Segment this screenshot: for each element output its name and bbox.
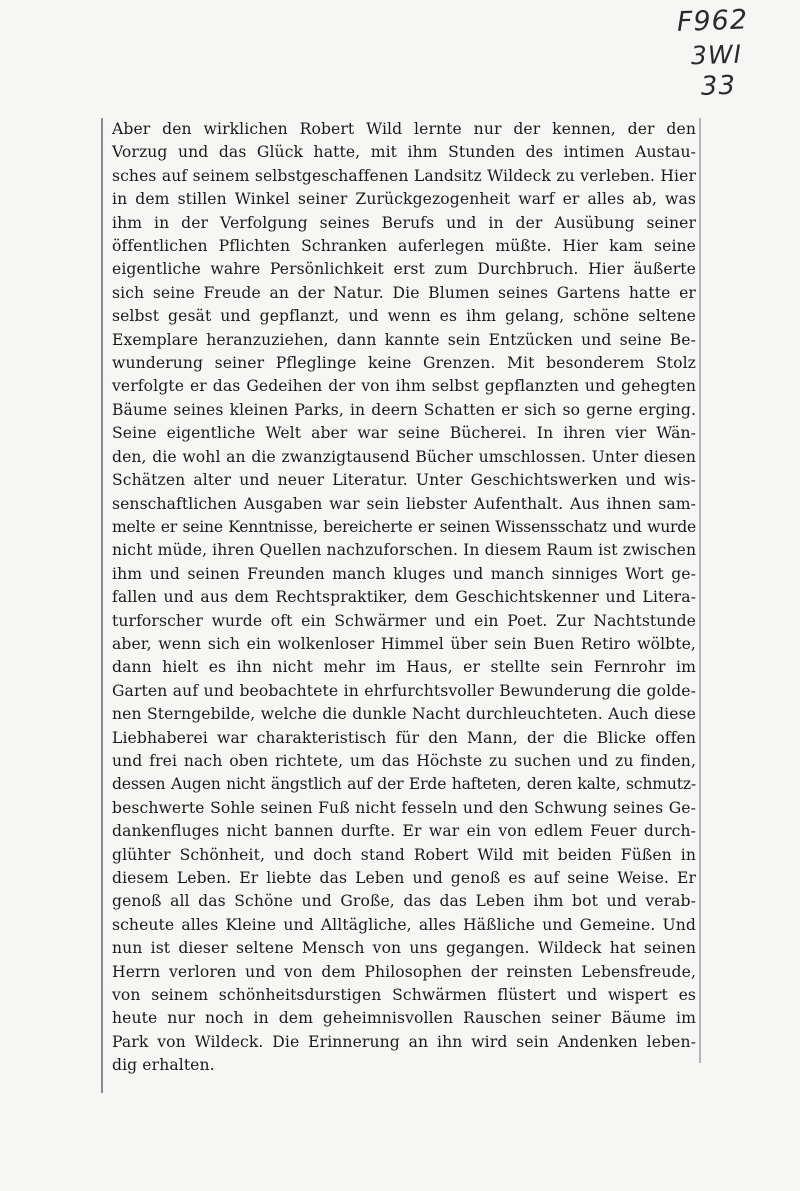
left-margin-rule [101,118,103,1093]
text-line: Schätzen alter und neuer Literatur. Unter Geschichtswerken und wis- [112,471,696,490]
text-line: nicht müde, ihren Quellen nachzuforschen. In diesem Raum ist zwischen [112,541,697,560]
archive-annotation-1: F962 [676,4,749,38]
text-line: und frei nach oben richtete, um das Höchste zu suchen und zu finden, [112,751,696,770]
text-line: Herrn verloren und von dem Philosophen der reinsten Lebensfreude, [112,962,696,981]
text-line: eigentliche wahre Persönlichkeit erst zum Durchbruch. Hier äußerte [112,260,696,279]
text-line: Exemplare heranzuziehen, dann kannte sein Entzücken und seine Be- [112,330,696,349]
text-line: genoß all das Schöne und Große, das das Leben ihm bot und verab- [112,892,696,911]
right-margin-rule [699,118,701,1063]
text-line: diesem Leben. Er liebte das Leben und genoß es auf seine Weise. Er [112,869,696,887]
text-line: verfolgte er das Gedeihen der von ihm selbst gepflanzten und gehegten [112,377,696,396]
text-line: ihm in der Verfolgung seines Berufs und in der Ausübung seiner [112,213,696,232]
text-line: fallen und aus dem Rechtspraktiker, dem Geschichtskenner und Litera- [112,588,696,607]
text-line: von seinem schönheitsdurstigen Schwärmen flüstert und wispert es [112,986,696,1005]
text-line: Aber den wirklichen Robert Wild lernte nur der kennen, der den [112,120,696,138]
text-line: dig erhalten. [112,1056,215,1075]
text-line: nun ist dieser seltene Mensch von uns gegangen. Wildeck hat seinen [112,939,696,958]
text-line: heute nur noch in dem geheimnisvollen Rauschen seiner Bäume im [112,1009,696,1028]
text-line: turforscher wurde oft ein Schwärmer und ein Poet. Zur Nachtstunde [112,611,696,630]
text-line: senschaftlichen Ausgaben war sein liebster Aufenthalt. Aus ihnen sam- [112,494,696,513]
text-line: sches auf seinem selbstgeschaffenen Landsitz Wildeck zu verleben. Hier [112,166,696,185]
text-line: Seine eigentliche Welt aber war seine Bücherei. In ihren vier Wän- [112,424,696,443]
text-line: beschwerte Sohle seinen Fuß nicht fesseln und den Schwung seines Ge- [112,798,696,817]
text-line: dann hielt es ihn nicht mehr im Haus, er stellte sein Fernrohr im [112,658,696,677]
text-line: wunderung seiner Pfleglinge keine Grenzen. Mit besonderem Stolz [112,354,696,373]
text-line: in dem stillen Winkel seiner Zurückgezogenheit warf er alles ab, was [112,190,696,209]
text-line: Garten auf und beobachtete in ehrfurchtsvoller Bewunderung die golde- [112,681,696,700]
text-line: aber, wenn sich ein wolkenloser Himmel über sein Buen Retiro wölbte, [112,634,696,653]
text-line: nen Sterngebilde, welche die dunkle Nacht durchleuchteten. Auch diese [112,705,696,724]
text-line: sich seine Freude an der Natur. Die Blumen seines Gartens hatte er [112,283,696,302]
text-line: glühter Schönheit, und doch stand Robert Wild mit beiden Füßen in [112,845,696,864]
text-line: Liebhaberei war charakteristisch für den Mann, der die Blicke offen [112,728,696,747]
text-line: den, die wohl an die zwanzigtausend Bücher umschlossen. Unter diesen [112,447,696,466]
text-line: Vorzug und das Glück hatte, mit ihm Stunden des intimen Austau- [112,143,696,162]
archive-annotation-3: 33 [700,70,737,102]
archive-annotation-2: 3WI [690,39,743,71]
text-line: dessen Augen nicht ängstlich auf der Erde hafteten, deren kalte, schmutz- [112,775,696,794]
text-line: selbst gesät und gepflanzt, und wenn es ihm gelang, schöne seltene [112,307,696,326]
text-line: dankenfluges nicht bannen durfte. Er war ein von edlem Feuer durch- [112,822,696,841]
text-line: Bäume seines kleinen Parks, in deern Schatten er sich so gerne erging. [112,400,696,419]
text-line: melte er seine Kenntnisse, bereicherte er seinen Wissensschatz und wurde [112,517,696,536]
body-paragraph [112,118,696,1078]
text-line: öffentlichen Pflichten Schranken auferlegen müßte. Hier kam seine [112,237,696,256]
text-line: ihm und seinen Freunden manch kluges und manch sinniges Wort ge- [112,564,696,583]
handwritten-annotations [658,4,749,106]
text-line: Park von Wildeck. Die Erinnerung an ihn wird sein Andenken leben- [112,1032,696,1051]
text-line: scheute alles Kleine und Alltägliche, alles Häßliche und Gemeine. Und [112,915,696,934]
